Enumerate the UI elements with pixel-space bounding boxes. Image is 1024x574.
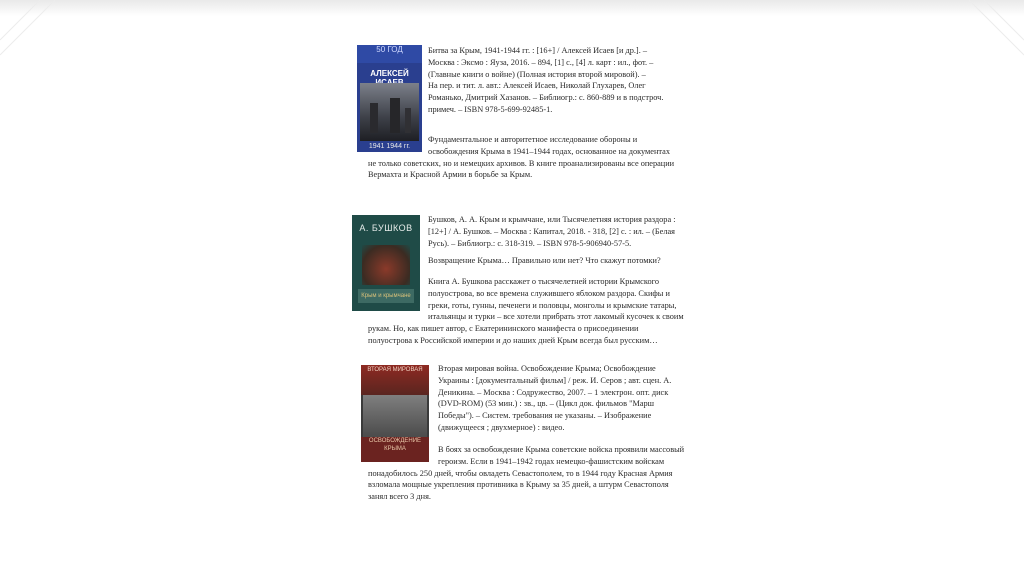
- cover-author: АЛЕКСЕЙ: [370, 69, 409, 78]
- citation-1: [428, 45, 728, 116]
- annotation-line: рукам. Но, как пишет автор, с Екатерининского манифеста о присоединении: [368, 324, 639, 334]
- citation-line: Деникина. – Москва : Содружество, 2007. – 1 электрон. опт. диск: [438, 387, 669, 397]
- citation-line: [12+] / А. Бушков. – Москва : Капитал, 2018. - 318, [2] с. : ил. – (Белая: [428, 226, 676, 236]
- citation-line: Бушков, А. А. Крым и крымчане, или Тысячелетняя история раздора :: [428, 215, 676, 224]
- annotation-line: героизм. Если в 1941–1942 годах немецко-фашистским войскам: [438, 456, 665, 466]
- cover-author: А. БУШКОВ: [359, 223, 413, 233]
- annotation-line: греки, готы, гунны, печенеги и половцы, монголы и крымские татары,: [428, 300, 677, 310]
- annotation-line: полуострова, во все времена служившего яблоком раздора. Скифы и: [428, 288, 670, 298]
- citation-line: Вторая мировая война. Освобождение Крыма; Освобождение: [438, 364, 656, 373]
- annotation-line: полуострова к Российской империи и до наших дней Крым всегда был русским…: [368, 335, 658, 345]
- annotation-line: понадобилось 250 дней, чтобы овладеть Севастополем, то в 1944 году Красная Армия: [368, 468, 673, 478]
- cover-photo: [360, 83, 419, 141]
- annotation-2: [368, 276, 724, 347]
- annotation-line: В боях за освобождение Крыма советские войска проявили массовый: [438, 445, 685, 454]
- citation-line: Битва за Крым, 1941-1944 гг. : [16+] / Алексей Исаев [и др.]. –: [428, 46, 647, 55]
- cover-title: Крым и крымчане: [358, 289, 414, 303]
- annotation-line: не только советских, но и немецких архивов. В книге проанализированы все операции: [368, 158, 675, 168]
- cover-photo: [363, 395, 427, 437]
- question-line: Возвращение Крыма… Правильно или нет? Что скажут потомки?: [428, 256, 661, 265]
- citation-line: (DVD-ROM) (53 мин.) : зв., цв. – (Цикл док. фильмов "Марш: [438, 399, 655, 409]
- annotation-line: занял всего 3 дня.: [368, 492, 431, 502]
- corner-decoration-right: [964, 0, 1024, 60]
- question-2: [428, 255, 748, 267]
- annotation-line: итальянцы и турки – все хотели прибрать этот лакомый кусочек к своим: [428, 312, 684, 322]
- annotation-line: взломала мощные укрепления противника в Крыму за 35 дней, а штурм Севастополя: [368, 480, 669, 490]
- citation-line: Романько, Дмитрий Хазанов. – Библиогр.: с. 860-889 и в подстроч.: [428, 93, 664, 103]
- citation-3: [438, 363, 724, 434]
- citation-line: (Главные книги о войне) (Полная история второй мировой). –: [428, 69, 646, 79]
- corner-decoration-left: [0, 0, 60, 60]
- citation-line: Москва : Эксмо : Яуза, 2016. – 894, [1] с., [4] л. карт : ил., фот. –: [428, 57, 654, 67]
- cover-top-text: ВТОРАЯ МИРОВАЯ: [361, 365, 429, 395]
- annotation-3: [368, 444, 738, 503]
- annotation-line: Фундаментальное и авторитетное исследование обороны и: [428, 135, 638, 144]
- annotation-line: Книга А. Бушкова расскажет о тысячелетней истории Крымского: [428, 277, 659, 286]
- citation-line: Украины : [документальный фильм] / реж. И. Серов ; авт. сцен. А.: [438, 375, 672, 385]
- cover-bottom-text: ОСВОБОЖДЕНИЕ КРЫМА: [361, 437, 429, 462]
- cover-years: 1941 1944 гг.: [368, 143, 411, 150]
- citation-line: Русь). – Библиогр.: с. 318-319. – ISBN 978-5-906940-57-5.: [428, 238, 632, 248]
- citation-line: (движущееся ; двухмерное) : видео.: [438, 422, 565, 432]
- annotation-line: Вермахта и Красной Армии в борьбе за Крым.: [368, 170, 533, 180]
- annotation-line: освобождения Крыма в 1941–1944 годах, основанное на документах: [428, 146, 670, 156]
- annotation-1: [368, 134, 738, 181]
- citation-2: [428, 214, 728, 249]
- citation-line: примеч. – ISBN 978-5-699-92485-1.: [428, 104, 553, 114]
- citation-line: На пер. и тит. л. авт.: Алексей Исаев, Николай Глухарев, Олег: [428, 81, 646, 91]
- cover-series: 50 ГОД: [357, 45, 422, 63]
- slide-top-bar: [0, 0, 1024, 16]
- citation-line: Победы"). – Систем. требования не указаны. – Изображение: [438, 411, 652, 421]
